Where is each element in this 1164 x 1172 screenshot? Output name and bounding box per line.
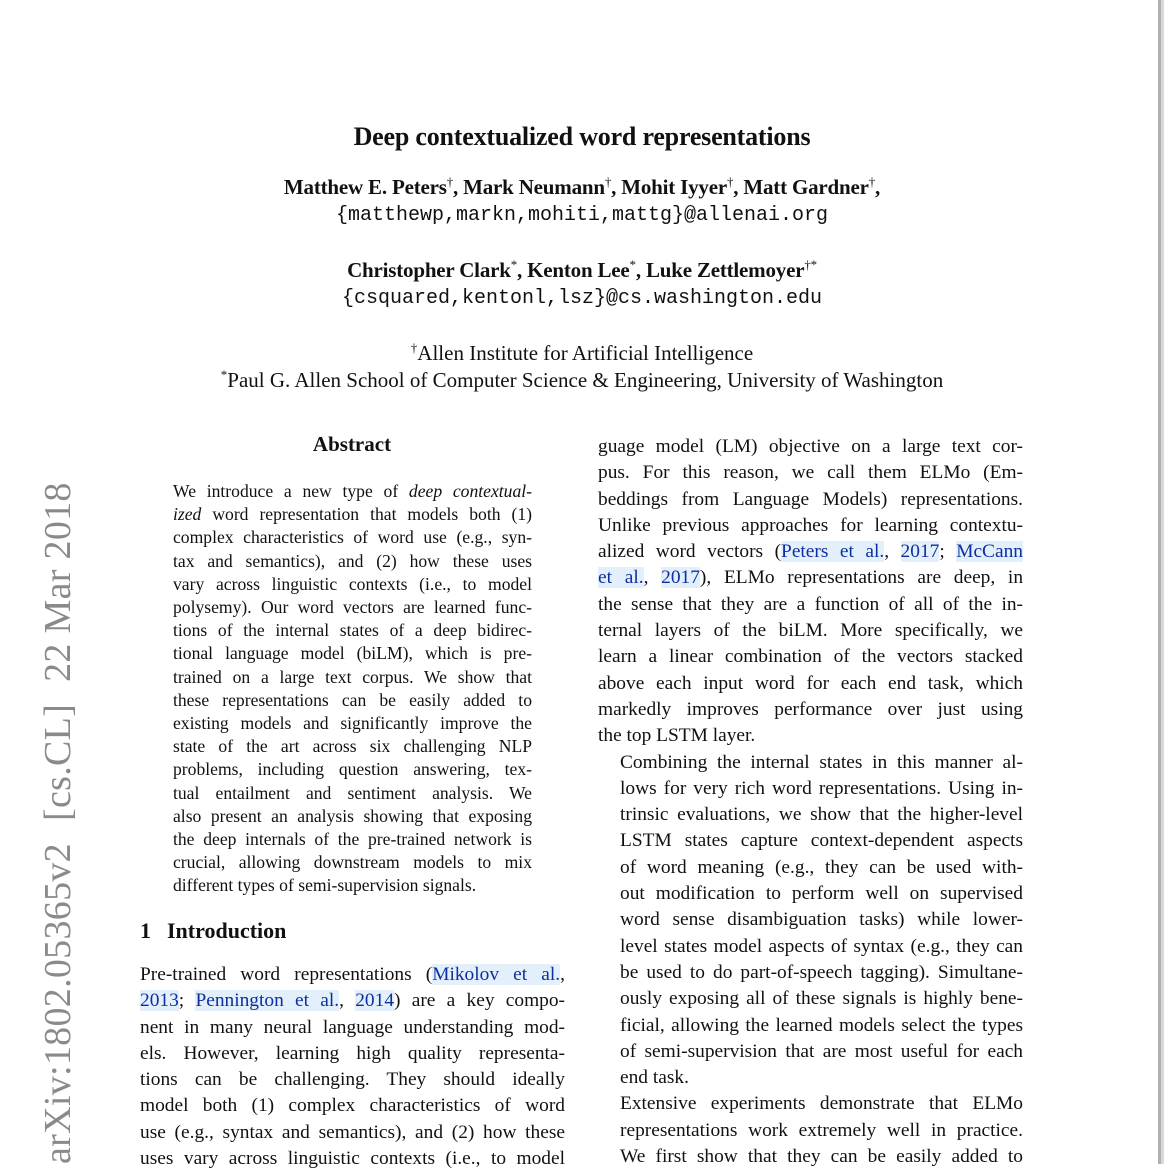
text-line: problems, including question answering, tex-	[173, 759, 532, 780]
text-line: Pre-trained word representations (Mikolov et al.,	[140, 964, 565, 985]
section-title: Introduction	[167, 918, 287, 943]
text-line: the deep internals of the pre-trained network is	[173, 829, 532, 850]
paragraph	[598, 1091, 1023, 1170]
text-line: out modification to perform well on supervised	[620, 883, 1023, 905]
text-line: pus. For this reason, we call them ELMo (Em-	[598, 462, 1023, 484]
text-line: Unlike previous approaches for learning contextu-	[598, 514, 1023, 536]
affiliation-name: Allen Institute for Artificial Intelligence	[417, 341, 754, 365]
text-line: tions of the internal states of a deep bidirec-	[173, 620, 532, 641]
italic-term: ized	[173, 504, 202, 525]
author-name: Mohit Iyyer	[621, 175, 727, 199]
text-line: uses vary across linguistic contexts (i.e., to model	[140, 1148, 565, 1170]
text-line: learn a linear combination of the vectors stacked	[598, 646, 1023, 668]
affiliation-allen-institute	[0, 340, 1164, 366]
citation-link[interactable]: Pennington et al.	[195, 990, 340, 1012]
text-line: tions can be challenging. They should ideally	[140, 1069, 565, 1091]
text-line: tax and semantics), and (2) how these uses	[173, 550, 532, 571]
text-line: ternal layers of the biLM. More specifically, we	[598, 620, 1023, 642]
author-emails-1: {matthewp,markn,mohiti,mattg}@allenai.org	[335, 204, 829, 227]
citation-link[interactable]: et al.	[598, 567, 644, 589]
section-heading-introduction	[140, 918, 286, 944]
text-line: ized word representation that models both (1)	[173, 504, 532, 525]
paragraph	[598, 434, 1023, 750]
abstract-heading: Abstract	[312, 432, 392, 456]
text-line: lows for very rich word representations. Using in-	[620, 777, 1023, 799]
author-mark: *	[510, 257, 518, 272]
affiliation-uw	[0, 367, 1164, 393]
citation-link[interactable]: Peters et al.	[781, 541, 885, 563]
text-line: level states model aspects of syntax (e.g., they can	[620, 935, 1023, 957]
text-line: the top LSTM layer.	[598, 725, 756, 747]
arxiv-date: 22 Mar 2018	[37, 482, 79, 682]
text-line: We introduce a new type of deep contextual-	[173, 481, 533, 501]
text-line: end task.	[620, 1067, 689, 1089]
section-number: 1	[140, 918, 151, 943]
right-column-body	[598, 434, 1023, 1170]
text-line: ficial, allowing the learned models select the types	[620, 1014, 1023, 1036]
text-line: nent in many neural language understanding mod-	[140, 1016, 565, 1038]
text-line: be used to do part-of-speech tagging). Simultane-	[620, 961, 1023, 983]
text-line: guage model (LM) objective on a large text cor-	[598, 436, 1023, 457]
author-mark: †	[446, 174, 454, 189]
author-name: Christopher Clark	[347, 258, 511, 282]
text-line: existing models and significantly improve the	[173, 713, 532, 734]
text-line: Extensive experiments demonstrate that ELMo	[620, 1093, 1023, 1115]
text-line: complex characteristics of word use (e.g., syn-	[173, 527, 532, 548]
author-mark: †	[868, 174, 876, 189]
text-line: alized word vectors (Peters et al., 2017; McCann	[598, 541, 1023, 563]
paper-title: Deep contextualized word representations	[353, 122, 811, 151]
affiliation-mark: *	[220, 367, 228, 382]
abstract-body	[173, 480, 532, 898]
text-line: els. However, learning high quality representa-	[140, 1042, 565, 1064]
author-name: Matt Gardner	[743, 175, 869, 199]
text-line: use (e.g., syntax and semantics), and (2) how these	[140, 1121, 565, 1143]
affiliation-mark: †	[410, 340, 418, 355]
text-line: ously exposing all of these signals is highly bene-	[620, 988, 1023, 1010]
text-line: different types of semi-supervision signals.	[173, 875, 477, 896]
text-line: state of the art across six challenging NLP	[173, 736, 532, 757]
author-name: Luke Zettlemoyer	[645, 258, 805, 282]
author-mark: *	[629, 257, 636, 272]
citation-link[interactable]: Mikolov et al.	[432, 964, 561, 985]
author-list-2: Christopher Clark*, Kenton Lee*, Luke Zettlemoyer†*	[347, 257, 817, 282]
author-list-1: Matthew E. Peters†, Mark Neumann†, Mohit Iyyer†, Matt Gardner†,	[283, 174, 881, 199]
text-line: 2013; Pennington et al., 2014) are a key compo-	[140, 990, 565, 1012]
author-emails-2: {csquared,kentonl,lsz}@cs.washington.edu	[341, 287, 823, 310]
text-line: beddings from Language Models) representations.	[598, 488, 1023, 510]
text-line: polysemy). Our word vectors are learned func-	[173, 597, 532, 618]
text-line: these representations can be easily added to	[173, 689, 532, 710]
text-line: Combining the internal states in this manner al-	[620, 751, 1023, 773]
text-line: tual entailment and sentiment analysis. We	[173, 782, 532, 803]
author-name: Mark Neumann	[463, 175, 605, 199]
citation-link[interactable]: McCann	[956, 541, 1023, 563]
arxiv-id: arXiv:1802.05365v2	[37, 843, 79, 1164]
paragraph	[598, 750, 1023, 1092]
text-line: model both (1) complex characteristics of word	[140, 1095, 565, 1117]
author-mark: †	[604, 174, 612, 189]
citation-link[interactable]: 2017	[661, 567, 700, 589]
text-line: the sense that they are a function of all of the in-	[598, 593, 1023, 615]
text-line: trinsic evaluations, we show that the higher-level	[620, 804, 1023, 826]
text-line: also present an analysis showing that exposing	[173, 805, 532, 826]
citation-link[interactable]: 2013	[140, 990, 179, 1012]
text-line: representations work extremely well in practice.	[620, 1119, 1023, 1141]
text-line: of word meaning (e.g., they can be used with-	[620, 856, 1023, 878]
author-name: Kenton Lee	[527, 258, 630, 282]
author-mark: †	[726, 174, 734, 189]
text-line: above each input word for each end task, which	[598, 672, 1023, 694]
italic-term: deep contextual-	[408, 481, 533, 501]
text-line: We first show that they can be easily added to	[620, 1146, 1023, 1168]
text-line: markedly improves performance over just using	[598, 698, 1023, 720]
text-line: vary across linguistic contexts (i.e., to model	[173, 573, 532, 594]
text-line: crucial, allowing downstream models to mix	[173, 852, 532, 873]
text-line: LSTM states capture context-dependent aspects	[620, 830, 1023, 852]
text-line: tional language model (biLM), which is pre-	[173, 643, 532, 664]
introduction-body	[140, 962, 565, 1172]
text-line: et al., 2017), ELMo representations are deep, in	[598, 567, 1024, 589]
citation-link[interactable]: 2017	[900, 541, 940, 563]
text-line: of semi-supervision that are most useful for each	[620, 1040, 1023, 1062]
text-line: word sense disambiguation tasks) while lower-	[620, 909, 1023, 931]
text-line: trained on a large text corpus. We show that	[173, 666, 532, 687]
arxiv-stamp	[38, 460, 78, 1164]
author-name: Matthew E. Peters	[283, 175, 447, 199]
citation-link[interactable]: 2014	[355, 990, 395, 1012]
author-mark: †*	[804, 257, 817, 272]
arxiv-category: [cs.CL]	[37, 703, 79, 822]
affiliation-name: Paul G. Allen School of Computer Science & Engineering, University of Washington	[227, 368, 944, 392]
